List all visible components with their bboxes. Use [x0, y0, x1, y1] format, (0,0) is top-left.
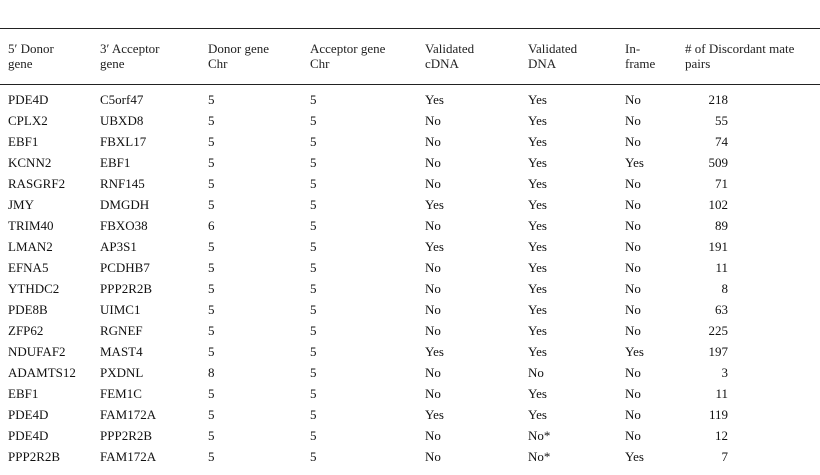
- table-cell: PDE8B: [8, 302, 48, 317]
- table-cell: RASGRF2: [8, 176, 66, 191]
- table-cell: Yes: [425, 344, 444, 359]
- table-cell: No: [625, 113, 641, 128]
- column-header: [310, 29, 425, 85]
- table-cell: 5: [208, 176, 215, 191]
- table-cell: Yes: [528, 302, 547, 317]
- table-cell: 3: [721, 365, 728, 380]
- column-header-line: Donor gene: [208, 41, 270, 56]
- table-cell: 5: [208, 155, 215, 170]
- table-cell: No: [625, 386, 641, 401]
- table-cell: 55: [715, 113, 728, 128]
- table-cell: YTHDC2: [8, 281, 60, 296]
- table-row: [0, 194, 820, 215]
- table-cell: 197: [708, 344, 728, 359]
- table-cell: RNF145: [100, 176, 145, 191]
- table-cell: 5: [208, 428, 215, 443]
- table-header: [0, 29, 820, 85]
- table-cell: Yes: [528, 323, 547, 338]
- table-cell: CPLX2: [8, 113, 48, 128]
- table-cell: 5: [208, 281, 215, 296]
- table-cell: FAM172A: [100, 407, 157, 422]
- table-cell: Yes: [528, 386, 547, 401]
- table-cell: 5: [208, 113, 215, 128]
- table-cell: No: [425, 386, 441, 401]
- table-cell: Yes: [528, 134, 547, 149]
- table-cell: Yes: [528, 197, 547, 212]
- table-cell: 5: [208, 239, 215, 254]
- table-cell: 89: [715, 218, 728, 233]
- table-row: [0, 215, 820, 236]
- column-header-line: Validated: [528, 41, 578, 56]
- table-cell: No: [625, 365, 641, 380]
- table-cell: ADAMTS12: [8, 365, 76, 380]
- table-cell: 5: [310, 302, 317, 317]
- table-cell: PPP2R2B: [8, 449, 61, 464]
- table-row: [0, 383, 820, 404]
- table-cell: 5: [310, 281, 317, 296]
- table-cell: Yes: [425, 92, 444, 107]
- table-row: [0, 131, 820, 152]
- table-cell: No: [625, 218, 641, 233]
- table-cell: 509: [708, 155, 728, 170]
- table-cell: MAST4: [100, 344, 143, 359]
- table-cell: 102: [708, 197, 728, 212]
- table-cell: Yes: [528, 407, 547, 422]
- table-cell: 74: [715, 134, 728, 149]
- table-cell: 6: [208, 218, 215, 233]
- table-cell: PPP2R2B: [100, 428, 153, 443]
- table-cell: 5: [310, 92, 317, 107]
- table-cell: Yes: [625, 344, 644, 359]
- table-cell: TRIM40: [8, 218, 54, 233]
- table-cell: No: [625, 323, 641, 338]
- table-body: [0, 85, 820, 468]
- table-row: [0, 299, 820, 320]
- table-cell: No*: [528, 449, 551, 464]
- table-cell: 8: [721, 281, 728, 296]
- table-cell: 5: [208, 323, 215, 338]
- table-row: [0, 362, 820, 383]
- table-cell: 5: [208, 344, 215, 359]
- table-cell: EBF1: [100, 155, 131, 170]
- table-cell: UIMC1: [100, 302, 141, 317]
- table-cell: 5: [208, 134, 215, 149]
- table-cell: KCNN2: [8, 155, 52, 170]
- column-header-line: pairs: [685, 56, 711, 71]
- table-row: [0, 152, 820, 173]
- table-cell: No: [425, 365, 441, 380]
- column-header-line: gene: [8, 56, 33, 71]
- table-cell: 5: [310, 260, 317, 275]
- table-cell: 5: [208, 407, 215, 422]
- table-cell: DMGDH: [100, 197, 150, 212]
- column-header-line: Chr: [208, 56, 228, 71]
- column-header: [625, 29, 685, 85]
- table-row: [0, 278, 820, 299]
- column-header: [0, 29, 100, 85]
- table-cell: PPP2R2B: [100, 281, 153, 296]
- table-cell: Yes: [625, 155, 644, 170]
- table-row: [0, 446, 820, 467]
- table-cell: No: [625, 407, 641, 422]
- table-cell: No: [425, 155, 441, 170]
- table-cell: No: [625, 197, 641, 212]
- table-cell: 11: [715, 260, 728, 275]
- table-row: [0, 85, 820, 111]
- column-header-line: gene: [100, 56, 125, 71]
- table-cell: FBXO38: [100, 218, 148, 233]
- table-cell: PXDNL: [100, 365, 144, 380]
- table-cell: No: [625, 302, 641, 317]
- table-row: [0, 404, 820, 425]
- table-cell: 225: [708, 323, 728, 338]
- table-cell: No: [625, 281, 641, 296]
- table-cell: C5orf47: [100, 92, 144, 107]
- table-cell: No: [625, 176, 641, 191]
- table-row: [0, 110, 820, 131]
- table-cell: PDE4D: [8, 428, 49, 443]
- table-cell: 5: [310, 407, 317, 422]
- table-cell: 5: [208, 92, 215, 107]
- table-cell: No*: [528, 428, 551, 443]
- table-cell: 5: [208, 449, 215, 464]
- table-cell: 5: [310, 134, 317, 149]
- column-header: [100, 29, 208, 85]
- table-cell: No: [528, 365, 544, 380]
- column-header-line: frame: [625, 56, 656, 71]
- table-cell: 5: [208, 386, 215, 401]
- table-cell: 5: [208, 260, 215, 275]
- table-cell: 12: [715, 428, 728, 443]
- table-row: [0, 320, 820, 341]
- table-cell: No: [425, 323, 441, 338]
- table-cell: No: [425, 113, 441, 128]
- table-row: [0, 236, 820, 257]
- table-cell: JMY: [8, 197, 35, 212]
- column-header-line: DNA: [528, 56, 557, 71]
- table-cell: FBXL17: [100, 134, 147, 149]
- column-header-line: cDNA: [425, 56, 459, 71]
- table-cell: 5: [208, 302, 215, 317]
- table-cell: No: [425, 176, 441, 191]
- table-cell: Yes: [425, 239, 444, 254]
- column-header-line: # of Discordant mate: [685, 41, 795, 56]
- table-cell: FEM1C: [100, 386, 142, 401]
- table-cell: 8: [208, 365, 215, 380]
- header-row: [0, 29, 820, 85]
- table-row: [0, 425, 820, 446]
- table-cell: Yes: [528, 281, 547, 296]
- table-cell: EFNA5: [8, 260, 49, 275]
- table-cell: LMAN2: [8, 239, 53, 254]
- table-cell: ZFP62: [8, 323, 44, 338]
- table-cell: 5: [310, 197, 317, 212]
- table-cell: 5: [310, 365, 317, 380]
- table-cell: PDE4D: [8, 92, 49, 107]
- table-cell: No: [425, 449, 441, 464]
- table-cell: Yes: [528, 239, 547, 254]
- table-cell: Yes: [425, 407, 444, 422]
- table-cell: 5: [310, 113, 317, 128]
- table-cell: EBF1: [8, 134, 39, 149]
- table-cell: 5: [310, 428, 317, 443]
- column-header: [208, 29, 310, 85]
- table-cell: Yes: [425, 197, 444, 212]
- table-cell: Yes: [528, 155, 547, 170]
- column-header-line: 5′ Donor: [8, 41, 54, 56]
- table-cell: No: [625, 239, 641, 254]
- table-cell: 5: [310, 218, 317, 233]
- table-cell: Yes: [528, 344, 547, 359]
- table-cell: Yes: [528, 113, 547, 128]
- table-cell: 7: [721, 449, 728, 464]
- table-row: [0, 257, 820, 278]
- table-cell: NDUFAF2: [8, 344, 66, 359]
- table-cell: 119: [708, 407, 728, 422]
- table-cell: 11: [715, 386, 728, 401]
- table-cell: RGNEF: [100, 323, 143, 338]
- table-cell: No: [425, 218, 441, 233]
- column-header-line: 3′ Acceptor: [100, 41, 160, 56]
- table-cell: No: [625, 260, 641, 275]
- table-cell: Yes: [528, 176, 547, 191]
- table-cell: No: [425, 260, 441, 275]
- table-cell: No: [425, 428, 441, 443]
- table-cell: 5: [310, 323, 317, 338]
- table-row: [0, 173, 820, 194]
- column-header: [528, 29, 625, 85]
- table-cell: 218: [708, 92, 728, 107]
- table-cell: Yes: [528, 260, 547, 275]
- table-cell: No: [425, 134, 441, 149]
- table-cell: No: [625, 428, 641, 443]
- table-cell: Yes: [528, 92, 547, 107]
- table-cell: 71: [715, 176, 728, 191]
- table-cell: PDE4D: [8, 407, 49, 422]
- table-cell: Yes: [625, 449, 644, 464]
- table-cell: 5: [310, 344, 317, 359]
- column-header-line: Acceptor gene: [310, 41, 386, 56]
- table-cell: 5: [310, 386, 317, 401]
- column-header: [425, 29, 528, 85]
- gene-fusion-table: [0, 28, 820, 467]
- table-cell: PCDHB7: [100, 260, 150, 275]
- table-cell: 5: [208, 197, 215, 212]
- table-cell: 5: [310, 176, 317, 191]
- table-cell: 5: [310, 449, 317, 464]
- table-cell: Yes: [528, 218, 547, 233]
- table-cell: 63: [715, 302, 728, 317]
- column-header-line: Validated: [425, 41, 475, 56]
- table-cell: No: [425, 281, 441, 296]
- table-cell: 5: [310, 239, 317, 254]
- table-cell: EBF1: [8, 386, 39, 401]
- table-cell: UBXD8: [100, 113, 144, 128]
- table-cell: 191: [708, 239, 728, 254]
- column-header-line: In-: [625, 41, 641, 56]
- table-cell: FAM172A: [100, 449, 157, 464]
- column-header-line: Chr: [310, 56, 330, 71]
- table-cell: No: [425, 302, 441, 317]
- column-header: [685, 29, 820, 85]
- table-cell: AP3S1: [100, 239, 137, 254]
- table-cell: No: [625, 134, 641, 149]
- table-row: [0, 341, 820, 362]
- table-cell: 5: [310, 155, 317, 170]
- table-cell: No: [625, 92, 641, 107]
